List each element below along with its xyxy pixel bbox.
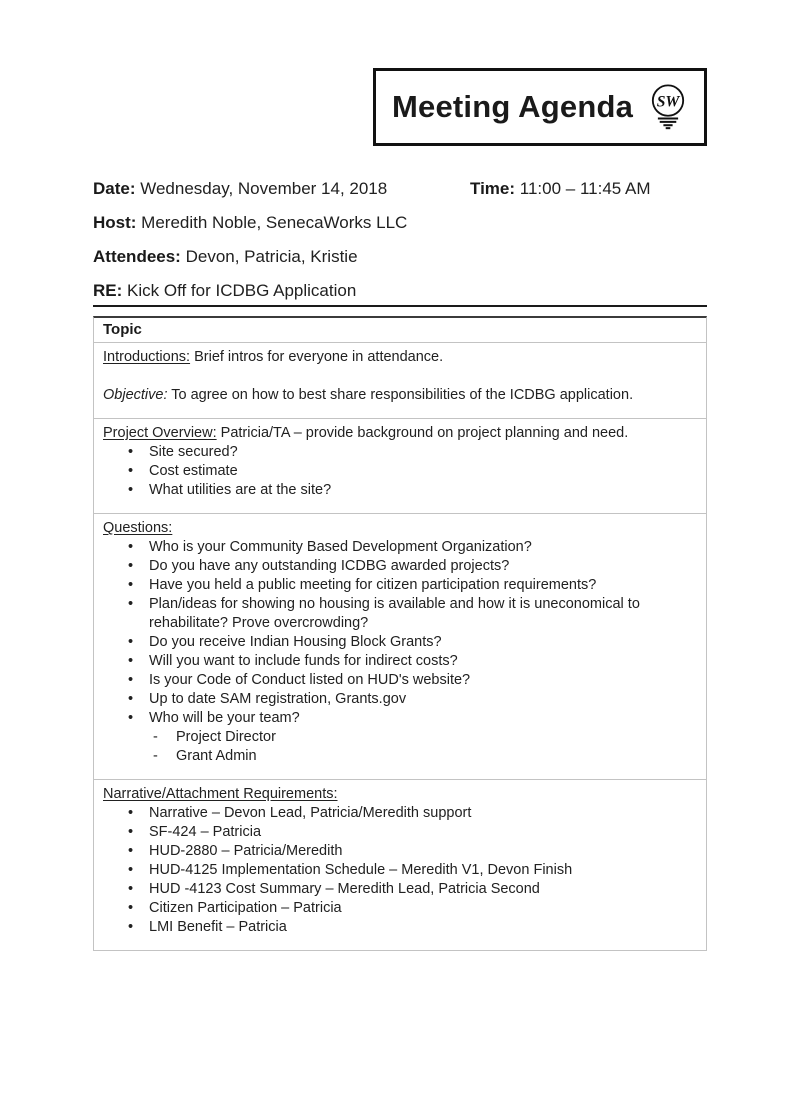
row-heading-text: Brief intros for everyone in attendance. [190,349,444,365]
bullet-item: • Citizen Participation – Patricia [103,899,697,918]
bullet-item: • Do you have any outstanding ICDBG awarded projects? [103,557,697,576]
sw-lightbulb-logo [645,80,691,134]
bullet-item: • Plan/ideas for showing no housing is available and how it is uneconomical to rehabilitate? Prove overcrowding? [103,595,697,633]
agenda-table [93,316,707,951]
meta-label: Time: [470,179,516,198]
meta-label: Date: [93,179,136,198]
page-title: Meeting Agenda [392,89,634,124]
meta-line [93,213,707,233]
row-heading [103,424,697,443]
meta-value: Meredith Noble, SenecaWorks LLC [136,213,408,232]
meta-value: Wednesday, November 14, 2018 [135,179,388,198]
bullet-item: • Do you receive Indian Housing Block Grants? [103,633,697,652]
meta-pair [93,213,407,232]
row-paragraph [103,386,697,405]
meta-line [93,179,707,199]
meta-pair [93,281,356,300]
row-heading-label: Introductions: [103,349,191,365]
table-header-topic: Topic [94,318,706,343]
agenda-row [94,343,706,419]
meta-pair [93,247,358,266]
bullet-item: • HUD-2880 – Patricia/Meredith [103,842,697,861]
bullet-item: • Narrative – Devon Lead, Patricia/Meredith support [103,804,697,823]
row-heading-label: Narrative/Attachment Requirements: [103,786,338,802]
meta-line [93,281,707,301]
meta-pair [470,179,651,199]
bullet-list [103,804,697,937]
paragraph-label: Objective: [103,387,168,403]
paragraph-text: To agree on how to best share responsibilities of the ICDBG application. [167,387,634,403]
bullet-item: • LMI Benefit – Patricia [103,918,697,937]
row-heading [103,519,697,538]
row-heading [103,785,697,804]
bullet-item: • HUD -4123 Cost Summary – Meredith Lead, Patricia Second [103,880,697,899]
bullet-item: • SF-424 – Patricia [103,823,697,842]
bullet-list [103,538,697,766]
bullet-item: • Who will be your team? [103,709,697,728]
bullet-item: • Have you held a public meeting for citizen participation requirements? [103,576,697,595]
bullet-item: • Will you want to include funds for indirect costs? [103,652,697,671]
meta-pair [93,179,387,198]
agenda-row [94,419,706,514]
bullet-item: • What utilities are at the site? [103,481,697,500]
sub-bullet-item: - Grant Admin [103,747,697,766]
bullet-list [103,443,697,500]
document-page [93,68,707,951]
bullet-item: • Is your Code of Conduct listed on HUD's website? [103,671,697,690]
agenda-row [94,514,706,780]
bullet-item: • Site secured? [103,443,697,462]
meta-value: Devon, Patricia, Kristie [180,247,358,266]
agenda-row [94,780,706,950]
meta-label: Attendees: [93,247,181,266]
row-heading-label: Questions: [103,520,173,536]
logo-monogram: SW [656,93,680,111]
meta-label: RE: [93,281,123,300]
meta-label: Host: [93,213,137,232]
meta-value: Kick Off for ICDBG Application [122,281,357,300]
row-heading-label: Project Overview: [103,425,217,441]
sub-bullet-item: - Project Director [103,728,697,747]
row-heading [103,348,697,367]
row-heading-text: Patricia/TA – provide background on project planning and need. [216,425,629,441]
bullet-item: • Up to date SAM registration, Grants.gov [103,690,697,709]
meta-section [93,146,707,307]
blank-line [103,367,697,386]
agenda-rows [94,343,706,950]
bullet-item: • HUD-4125 Implementation Schedule – Meredith V1, Devon Finish [103,861,697,880]
meeting-agenda-banner [373,68,707,146]
bullet-item: • Who is your Community Based Development Organization? [103,538,697,557]
meta-value: 11:00 – 11:45 AM [515,179,651,198]
bullet-item: • Cost estimate [103,462,697,481]
meta-line [93,247,707,267]
